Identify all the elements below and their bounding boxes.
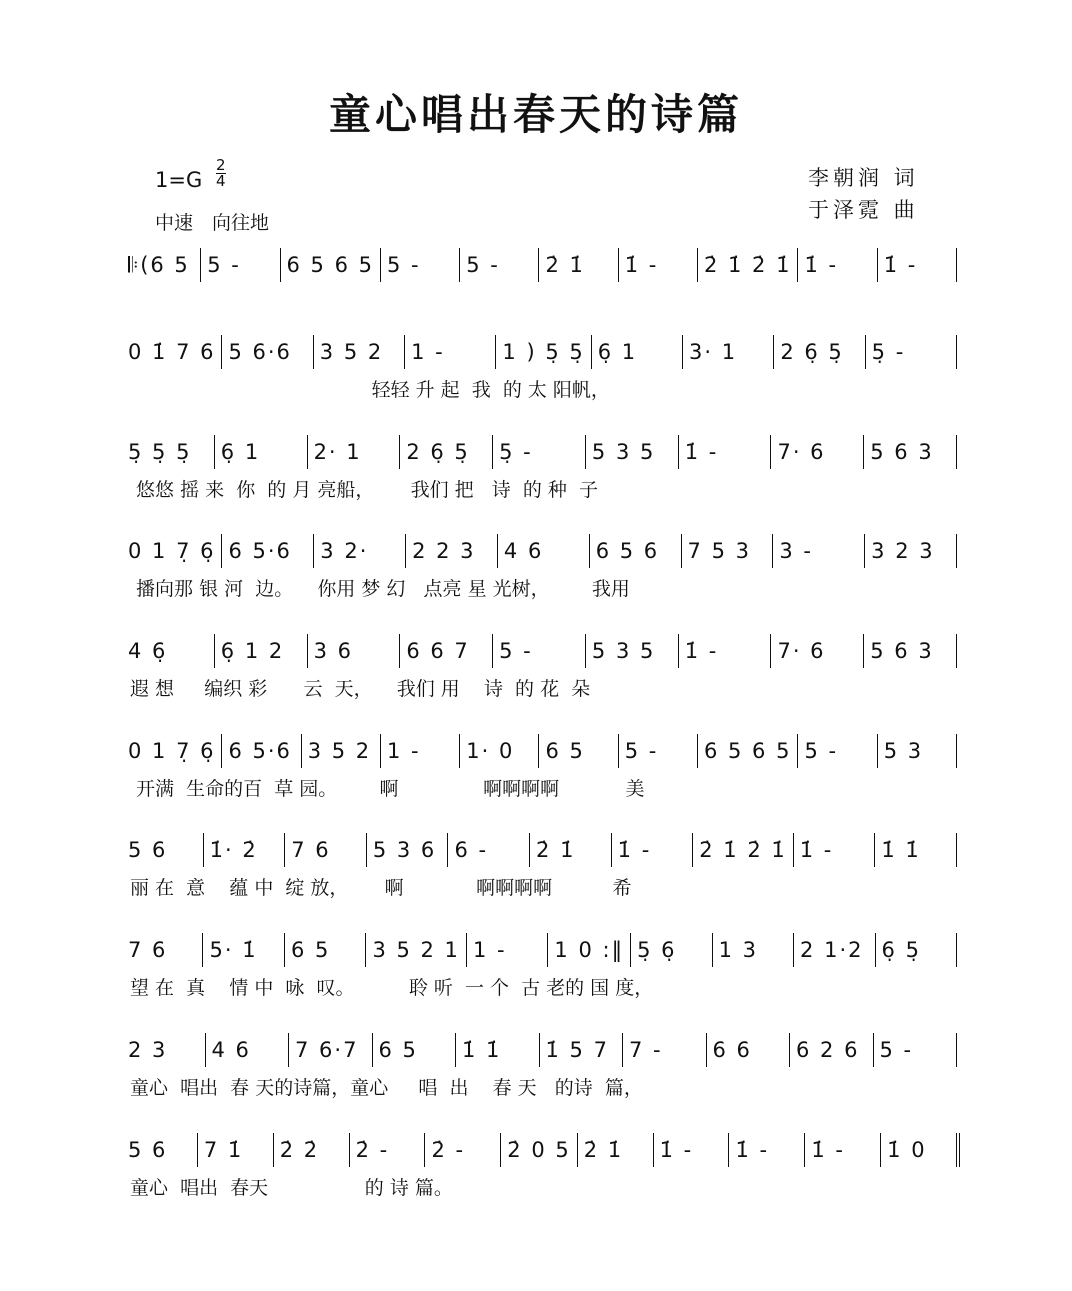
measure: 2 6̣ 5̣ [773,335,864,369]
measure: 5 6 3 [863,435,956,469]
measure: 6 5 [372,1033,456,1067]
measure: 2̇ 1̇ [529,833,611,867]
measure: 3 6 [307,634,400,668]
measure: 5 3 6 [366,833,448,867]
measure: 5 6 3 [863,634,956,668]
lyricist-credit: 李朝润 词 [808,166,919,190]
measure: 3 2· [313,534,405,568]
lyrics-line: 童心 唱出 春 天的诗篇，童心 唱 出 春 天 的诗 篇， [130,1077,643,1099]
measure: 𝄆(6 5 [128,252,190,277]
measure: 2̇ - [424,1133,500,1167]
measure: 3 5 2 [301,734,380,768]
measure: 5̣ - [492,435,585,469]
measure: 1̇ - [678,634,771,668]
measure: 2 6̣ 5̣ [399,435,492,469]
measure: 7 6 [284,833,366,867]
staff-row [128,335,957,369]
measure: 2̇ - [349,1133,425,1167]
measure: 6 2 6 [789,1033,873,1067]
measure: 6 5 6 [589,534,681,568]
measure: 1 ) 5̣ 5̣ [495,335,590,369]
measure: 0 1 7̣ 6̣ [128,739,216,763]
measure: 1̇ - [804,1133,880,1167]
lyrics-line: 开满 生命的百 草 园。 啊 啊啊啊啊 美 [130,778,645,800]
measure: 1̇ 1̇ [874,833,956,867]
lyrics-line: 丽 在 意 蕴 中 绽 放， 啊 啊啊啊啊 希 [130,877,632,899]
measure: 3 2 3 [864,534,956,568]
composer-credit: 于泽霓 曲 [808,198,919,222]
measure: 5 - [459,248,538,282]
measure: 6̣ 1 [214,435,307,469]
lyrics-line: 望 在 真 情 中 咏 叹。 聆 听 一 个 古 老的 国 度， [130,977,654,999]
measure: 0 1 7̣ 6̣ [128,539,216,563]
staff-row [128,1033,957,1067]
measure: 1̇ 1̇ [455,1033,539,1067]
measure: 6 5 [538,734,617,768]
measure: 1̇ - [877,248,956,282]
measure: 7 1̇ [197,1133,273,1167]
measure: 2̇ 2̇ [273,1133,349,1167]
measure: 3 - [772,534,864,568]
measure: 5 - [200,248,279,282]
measure: 2̇ 1̇ 2̇ 1̇ [697,248,797,282]
measure: 1̇ - [793,833,875,867]
measure: 2 3 [128,1038,168,1062]
measure: 1̇ - [653,1133,729,1167]
measure: 2 2 3 [405,534,497,568]
measure: 1 - [380,734,459,768]
lyrics-line: 遐 想 编织 彩 云 天， 我们 用 诗 的 花 朵 [130,678,591,700]
measure: 5 - [797,734,876,768]
measure: 1̇ 0 [880,1133,956,1167]
measure: 2 1·2 [793,933,874,967]
measure: 2̇ 1̇ 2̇ 1̇ [692,833,792,867]
measure: 5̣ 6̣ [630,933,711,967]
measure: 7 6 [128,938,168,962]
measure: 5 - [618,734,697,768]
measure: 5· 1̇ [202,933,283,967]
measure: 1̇ - [678,435,771,469]
measure: 7· 6 [770,435,863,469]
measure: 7 - [622,1033,706,1067]
measure: 4 6̣ [128,639,168,663]
measure: 3 5 2 [313,335,404,369]
measure: 1̇· 2̇ [203,833,285,867]
time-signature-top: 2 [216,156,226,174]
lyrics-line: 播向那 银 河 边。 你用 梦 幻 点亮 星 光树， 我用 [130,578,630,600]
measure: 5̣ 5̣ 5̣ [128,440,192,464]
measure: 1 - [404,335,495,369]
lyrics-line: 童心 唱出 春天 的 诗 篇。 [130,1177,453,1199]
measure: 6̣ 5̣ [875,933,956,967]
measure: 5 3 [877,734,956,768]
measure: 6 5 6 5 [280,248,380,282]
key-signature: 1=G [155,168,203,192]
lyrics-line: 悠悠 摇 来 你 的 月 亮船， 我们 把 诗 的 种 子 [130,479,598,501]
measure: 7· 6 [770,634,863,668]
measure: 5 - [873,1033,957,1067]
measure: 3· 1 [682,335,773,369]
measure: 1̇ - [611,833,693,867]
measure: 7 5 3 [681,534,773,568]
measure: 1· 0 [459,734,538,768]
measure: 5 6 [128,1138,168,1162]
measure: 1̇ - [797,248,876,282]
measure: 5 - [492,634,585,668]
measure: 6 5·6 [221,534,313,568]
staff-row [128,534,957,568]
measure: 2̇ 1̇ [577,1133,653,1167]
measure: 6 5·6 [221,734,300,768]
measure: 4 6 [205,1033,289,1067]
measure: 5 6 [128,838,168,862]
measure: 6 - [447,833,529,867]
measure: 5 3 5 [585,634,678,668]
measure: 1̇ - [618,248,697,282]
measure: 2̇ 0 5 [500,1133,576,1167]
measure: 1̇ 5 7 [539,1033,623,1067]
lyrics-line: 轻轻 升 起 我 的 太 阳帆， [130,379,610,401]
staff-row [128,634,957,668]
measure: 1̇ - [728,1133,804,1167]
song-title: 童心唱出春天的诗篇 [328,90,743,139]
time-signature-bottom: 4 [216,172,226,190]
measure: 1 3 [712,933,793,967]
measure: 5 3 5 [585,435,678,469]
measure: 4 6 [497,534,589,568]
measure: 6 5 [284,933,365,967]
measure: 3 5 2 1 [365,933,465,967]
measure: 5 - [380,248,459,282]
measure: 6 5 6 5 [697,734,797,768]
measure: 5̣ - [865,335,956,369]
tempo-marking: 中速 向往地 [155,212,270,234]
measure: 1 0 :‖ [547,933,630,967]
measure: 5 6·6 [221,335,312,369]
time-signature [216,158,226,189]
staff-row [128,1133,960,1167]
measure: 6 6 [706,1033,790,1067]
staff-row [128,933,957,967]
measure: 6̣ 1 2 [214,634,307,668]
measure: 6 6 7 [399,634,492,668]
measure: 6̣ 1 [591,335,682,369]
staff-row [128,833,957,867]
measure: 2̇ 1̇ [538,248,617,282]
measure: 2· 1 [307,435,400,469]
measure: 7 6·7 [288,1033,372,1067]
measure: 1 - [466,933,547,967]
staff-row [128,435,957,469]
measure: 0 1̇ 7 6 [128,340,216,364]
staff-row [128,734,957,768]
staff-row [128,248,957,282]
